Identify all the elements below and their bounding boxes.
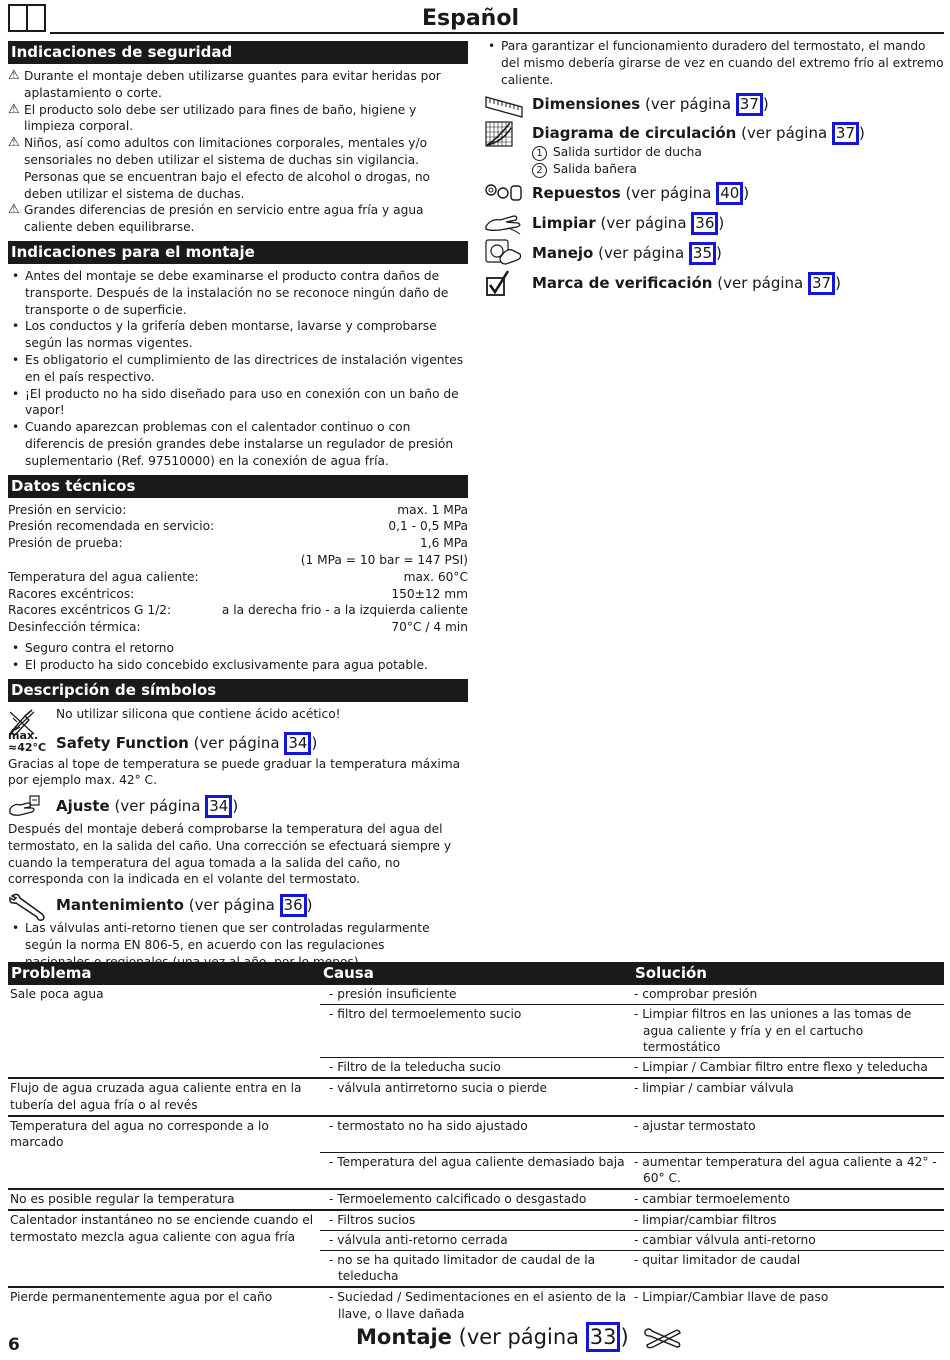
right-column <box>484 38 944 302</box>
check-mark-title: Marca de verificación <box>532 274 713 293</box>
table-row: No es posible regular la temperatura - Termoelemento calcificado o desgastado - cambiar termoelemento <box>8 1189 944 1210</box>
dimensions-icon <box>484 93 524 119</box>
tech-bullet: • Seguro contra el retorno <box>8 640 468 657</box>
table-row: Calentador instantáneo no se enciende cuando el termostato mezcla agua caliente con agua fría - Filtros sucios - limpiar/cambiar filtros <box>8 1210 944 1230</box>
header-cause: Causa <box>320 962 632 985</box>
mounting-item: • Los conductos y la grifería deben montarse, lavarse y comprobarse según las normas vigentes. <box>8 318 468 352</box>
page-link-35[interactable]: 35 <box>689 242 716 265</box>
tech-heading: Datos técnicos <box>8 475 468 498</box>
page-title: Español <box>421 6 519 31</box>
montaje-title: Montaje <box>356 1325 452 1349</box>
left-column <box>8 41 468 971</box>
tech-row: Racores excéntricos G 1/2: a la derecha frio - a la izquierda caliente <box>8 603 468 618</box>
wrench-icon <box>8 892 48 922</box>
safety-list <box>8 68 468 236</box>
safety-item: ⚠ El producto solo debe ser utilizado para fines de baño, higiene y limpieza corporal. <box>8 101 417 134</box>
flow-diagram-icon <box>484 120 514 148</box>
tech-bullets <box>8 640 468 674</box>
adjust-text: Después del montaje deberá comprobarse la temperatura del agua del termostato, en la salida del caño. Una corrección se efectuará siempre y cuando la temperatura del agua tomada a la salida del caño, no corresponda con la indicada en el volante del termostato. <box>8 822 452 887</box>
table-row: Flujo de agua cruzada agua caliente entra en la tubería del agua fría o al revés - válvula antirretorno sucia o pierde - limpiar / cambiar válvula <box>8 1078 944 1116</box>
mounting-item: • Antes del montaje se debe examinarse el producto contra daños de transporte. Después de la instalación no se reconoce ningún daño de transporte o de superficie. <box>8 268 468 318</box>
right-bullet: • Para garantizar el funcionamiento duradero del termostato, el mando del mismo debería girarse de vez en cuando del extremo frío al extremo caliente. <box>484 38 944 88</box>
wrench-pair-icon <box>643 1327 683 1349</box>
spare-parts-icon <box>484 180 524 206</box>
manual-book-icon <box>8 4 46 32</box>
clean-title: Limpiar <box>532 214 596 233</box>
warning-icon: ⚠ <box>8 202 20 218</box>
flow-title: Diagrama de circulación <box>532 124 737 143</box>
page-link-36[interactable]: 36 <box>280 894 307 917</box>
mounting-heading: Indicaciones para el montaje <box>8 241 468 264</box>
tech-bullet: • El producto ha sido concebido exclusivamente para agua potable. <box>8 657 468 674</box>
mounting-item: • Cuando aparezcan problemas con el calentador continuo o con diferencis de presión grandes debe instalarse un regulador de presión suplementario (Ref. 97510000) en la conexión de agua fría. <box>8 419 468 469</box>
flow-row: Diagrama de circulación (ver página 37 ) <box>484 122 944 144</box>
dimensions-title: Dimensiones <box>532 95 641 114</box>
table-row: - Filtro de la teleducha sucio - Limpiar / Cambiar filtro entre flexo y teleducha <box>8 1058 944 1078</box>
table-row: Sale poca agua - presión insuficiente - comprobar presión <box>10 987 758 1001</box>
tech-row: (1 MPa = 10 bar = 147 PSI) <box>300 552 468 567</box>
cleaning-hand-icon <box>484 208 524 236</box>
mounting-list <box>8 268 468 470</box>
tech-row: Temperatura del agua caliente: max. 60°C <box>8 569 468 584</box>
mounting-item: • Es obligatorio el cumplimiento de las directrices de instalación vigentes en el país respectivo. <box>8 352 468 386</box>
safety-function-title: Safety Function <box>56 733 189 752</box>
warning-icon: ⚠ <box>8 101 20 117</box>
checkbox-checked-icon <box>484 270 512 298</box>
page-link-37[interactable]: 37 <box>808 272 835 295</box>
header-solution: Solución <box>632 962 944 985</box>
maintenance-row: Mantenimiento (ver página 36 ) <box>8 894 468 920</box>
page-link-40[interactable]: 40 <box>716 182 743 205</box>
table-row: Pierde permanentemente agua por el caño - Suciedad / Sedimentaciones en el asiento de la llave, o llave dañada - Limpiar/Cambiar llave de paso <box>8 1287 944 1324</box>
safety-item: ⚠ Durante el montaje deben utilizarse guantes para evitar heridas por aplastamiento o corte. <box>8 68 441 100</box>
clean-row: Limpiar (ver página 36 ) <box>484 212 944 242</box>
spare-parts-row: Repuestos (ver página 40 ) <box>484 182 944 212</box>
right-bullets <box>484 38 944 88</box>
safety-function-text: Gracias al tope de temperatura se puede graduar la temperatura máxima por ejemplo max. 42° C. <box>8 756 461 788</box>
table-header-row <box>8 962 944 985</box>
table-row: - no se ha quitado limitador de caudal de la teleducha - quitar limitador de caudal <box>8 1250 944 1287</box>
tech-row: Presión recomendada en servicio: 0,1 - 0,5 MPa <box>8 519 468 534</box>
flow-items <box>484 144 944 178</box>
adjust-title: Ajuste <box>56 797 110 816</box>
tech-row: Desinfección térmica: 70°C / 4 min <box>8 620 468 635</box>
page-link-34[interactable]: 34 <box>284 732 311 755</box>
page-link-34[interactable]: 34 <box>205 795 232 818</box>
check-mark-row: Marca de verificación (ver página 37 ) <box>484 272 944 302</box>
warning-icon: ⚠ <box>8 135 20 151</box>
troubleshooting-table <box>8 962 944 1324</box>
operating-hand-icon <box>484 236 524 266</box>
symbols-heading: Descripción de símbolos <box>8 679 468 702</box>
tech-table <box>8 502 468 636</box>
safety-heading: Indicaciones de seguridad <box>8 41 468 64</box>
operate-title: Manejo <box>532 244 594 263</box>
flow-item: 2 Salida bañera <box>532 161 944 178</box>
tech-row: Presión en servicio: max. 1 MPa <box>8 502 468 517</box>
warning-icon: ⚠ <box>8 68 20 83</box>
page-link-33[interactable]: 33 <box>586 1322 621 1352</box>
page-link-36[interactable]: 36 <box>691 212 718 235</box>
adjust-row: Ajuste (ver página 34 ) <box>8 795 468 821</box>
safety-item: ⚠ Niños, así como adultos con limitaciones corporales, mentales y/o sensoriales no deben utilizar el sistema de duchas sin vigilancia. Personas que se encuentran bajo el efecto de alcohol o drogas, no deben utilizar el sistema de duchas. <box>8 135 431 201</box>
spare-parts-title: Repuestos <box>532 184 621 203</box>
page-link-37[interactable]: 37 <box>832 122 859 145</box>
table-row: - válvula anti-retorno cerrada - cambiar válvula anti-retorno <box>8 1230 944 1250</box>
montaje-reference: Montaje (ver página 33 ) <box>356 1322 683 1352</box>
maintenance-title: Mantenimiento <box>56 896 184 915</box>
mounting-item: • ¡El producto no ha sido diseñado para uso en conexión con un baño de vapor! <box>8 386 468 420</box>
maintenance-item: • Las válvulas anti-retorno tienen que ser controladas regularmente según la norma EN 806-5, en acuerdo con las regulaciones <box>8 920 468 970</box>
no-silicone-row <box>8 706 468 732</box>
page-number: 6 <box>8 1335 20 1355</box>
hand-adjust-icon <box>8 795 40 819</box>
page-link-37[interactable]: 37 <box>736 93 763 116</box>
flow-item: 1 Salida surtidor de ducha <box>532 144 944 161</box>
table-row: Temperatura del agua no corresponde a lo marcado - termostato no ha sido ajustado - ajustar termostato <box>8 1116 944 1153</box>
header-rule <box>50 32 944 34</box>
header-problem: Problema <box>8 962 320 985</box>
safety-item: ⚠ Grandes diferencias de presión en servicio entre agua fría y agua caliente deben equilibrarse. <box>8 202 424 235</box>
table-row: - Temperatura del agua caliente demasiado baja - aumentar temperatura del agua caliente a 42° - 60° C. <box>8 1152 944 1189</box>
safety-function-row: max. ≈42°C Safety Function (ver página 34 ) <box>8 728 318 754</box>
circle-number: 1 <box>532 146 547 161</box>
no-silicone-text: No utilizar silicona que contiene ácido acético! <box>56 706 341 721</box>
tech-row: Presión de prueba: 1,6 MPa <box>8 536 468 551</box>
circle-number: 2 <box>532 163 547 178</box>
dimensions-row: Dimensiones (ver página 37 ) <box>484 93 944 122</box>
tech-row: Racores excéntricos: 150±12 mm <box>8 586 468 601</box>
max-temp-icon: max. ≈42°C <box>8 728 47 754</box>
operate-row: Manejo (ver página 35 ) <box>484 242 944 272</box>
table-row: - filtro del termoelemento sucio - Limpiar filtros en las uniones a las tomas de agua caliente y fría y en el cartucho termostático <box>8 1004 944 1057</box>
